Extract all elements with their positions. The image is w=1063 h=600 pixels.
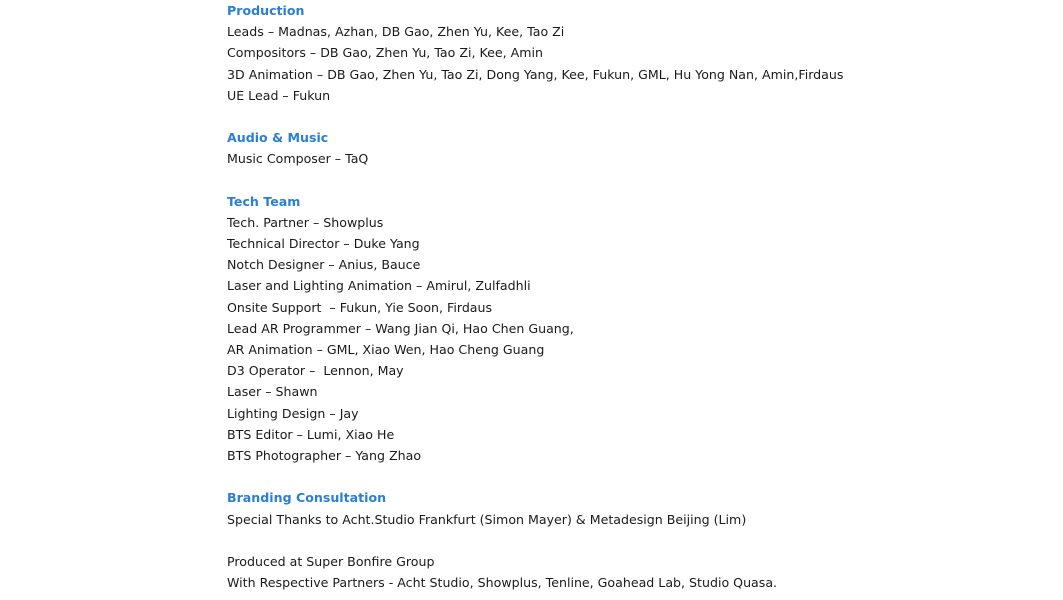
credit-line-laser-lighting-animation: Laser and Lighting Animation – Amirul, Zulfadhli [227, 278, 531, 294]
credit-line-tech-partner: Tech. Partner – Showplus [227, 214, 384, 230]
section-heading-production: Production [227, 3, 305, 18]
credit-line-ar-animation: AR Animation – GML, Xiao Wen, Hao Cheng Guang [227, 342, 545, 357]
credit-line-notch-designer: Notch Designer – Anius, Bauce [227, 257, 421, 273]
credit-line-technical-director: Technical Director – Duke Yang [227, 236, 420, 252]
credit-line-leads: Leads – Madnas, Azhan, DB Gao, Zhen Yu, Kee, Tao Zi [227, 24, 565, 40]
section-spacer [227, 466, 1047, 487]
credits-content [227, 0, 1047, 593]
credit-line-laser: Laser – Shawn [227, 384, 318, 400]
credit-line-ue-lead: UE Lead – Fukun [227, 87, 331, 103]
credit-line-music-composer: Music Composer – TaQ [227, 151, 369, 167]
credit-line-lighting-design: Lighting Design – Jay [227, 405, 359, 421]
section-spacer [227, 106, 1047, 127]
credit-line-partners: With Respective Partners - Acht Studio, Showplus, Tenline, Goahead Lab, Studio Quasa. [227, 575, 778, 591]
credit-line-d3-operator: D3 Operator – Lennon, May [227, 363, 404, 379]
credit-line-produced-at: Produced at Super Bonfire Group [227, 553, 435, 569]
credit-line-bts-editor: BTS Editor – Lumi, Xiao He [227, 426, 395, 442]
credit-line-bts-photographer: BTS Photographer – Yang Zhao [227, 447, 422, 463]
section-spacer [227, 170, 1047, 191]
section-heading-audio-music: Audio & Music [227, 130, 329, 146]
section-heading-branding-consultation: Branding Consultation [227, 490, 387, 506]
credit-line-compositors: Compositors – DB Gao, Zhen Yu, Tao Zi, Kee, Amin [227, 45, 543, 61]
credit-line-lead-ar-programmer: Lead AR Programmer – Wang Jian Qi, Hao Chen Guang, [227, 320, 574, 336]
section-spacer [227, 530, 1047, 551]
section-heading-tech-team: Tech Team [227, 193, 301, 209]
credit-line-special-thanks: Special Thanks to Acht.Studio Frankfurt (Simon Mayer) & Metadesign Beijing (Lim) [227, 511, 747, 527]
credit-line-onsite-support: Onsite Support – Fukun, Yie Soon, Firdaus [227, 299, 493, 315]
credit-line-3d-animation: 3D Animation – DB Gao, Zhen Yu, Tao Zi, Dong Yang, Kee, Fukun, GML, Hu Yong Nan, Amin,Firdaus [227, 66, 844, 82]
